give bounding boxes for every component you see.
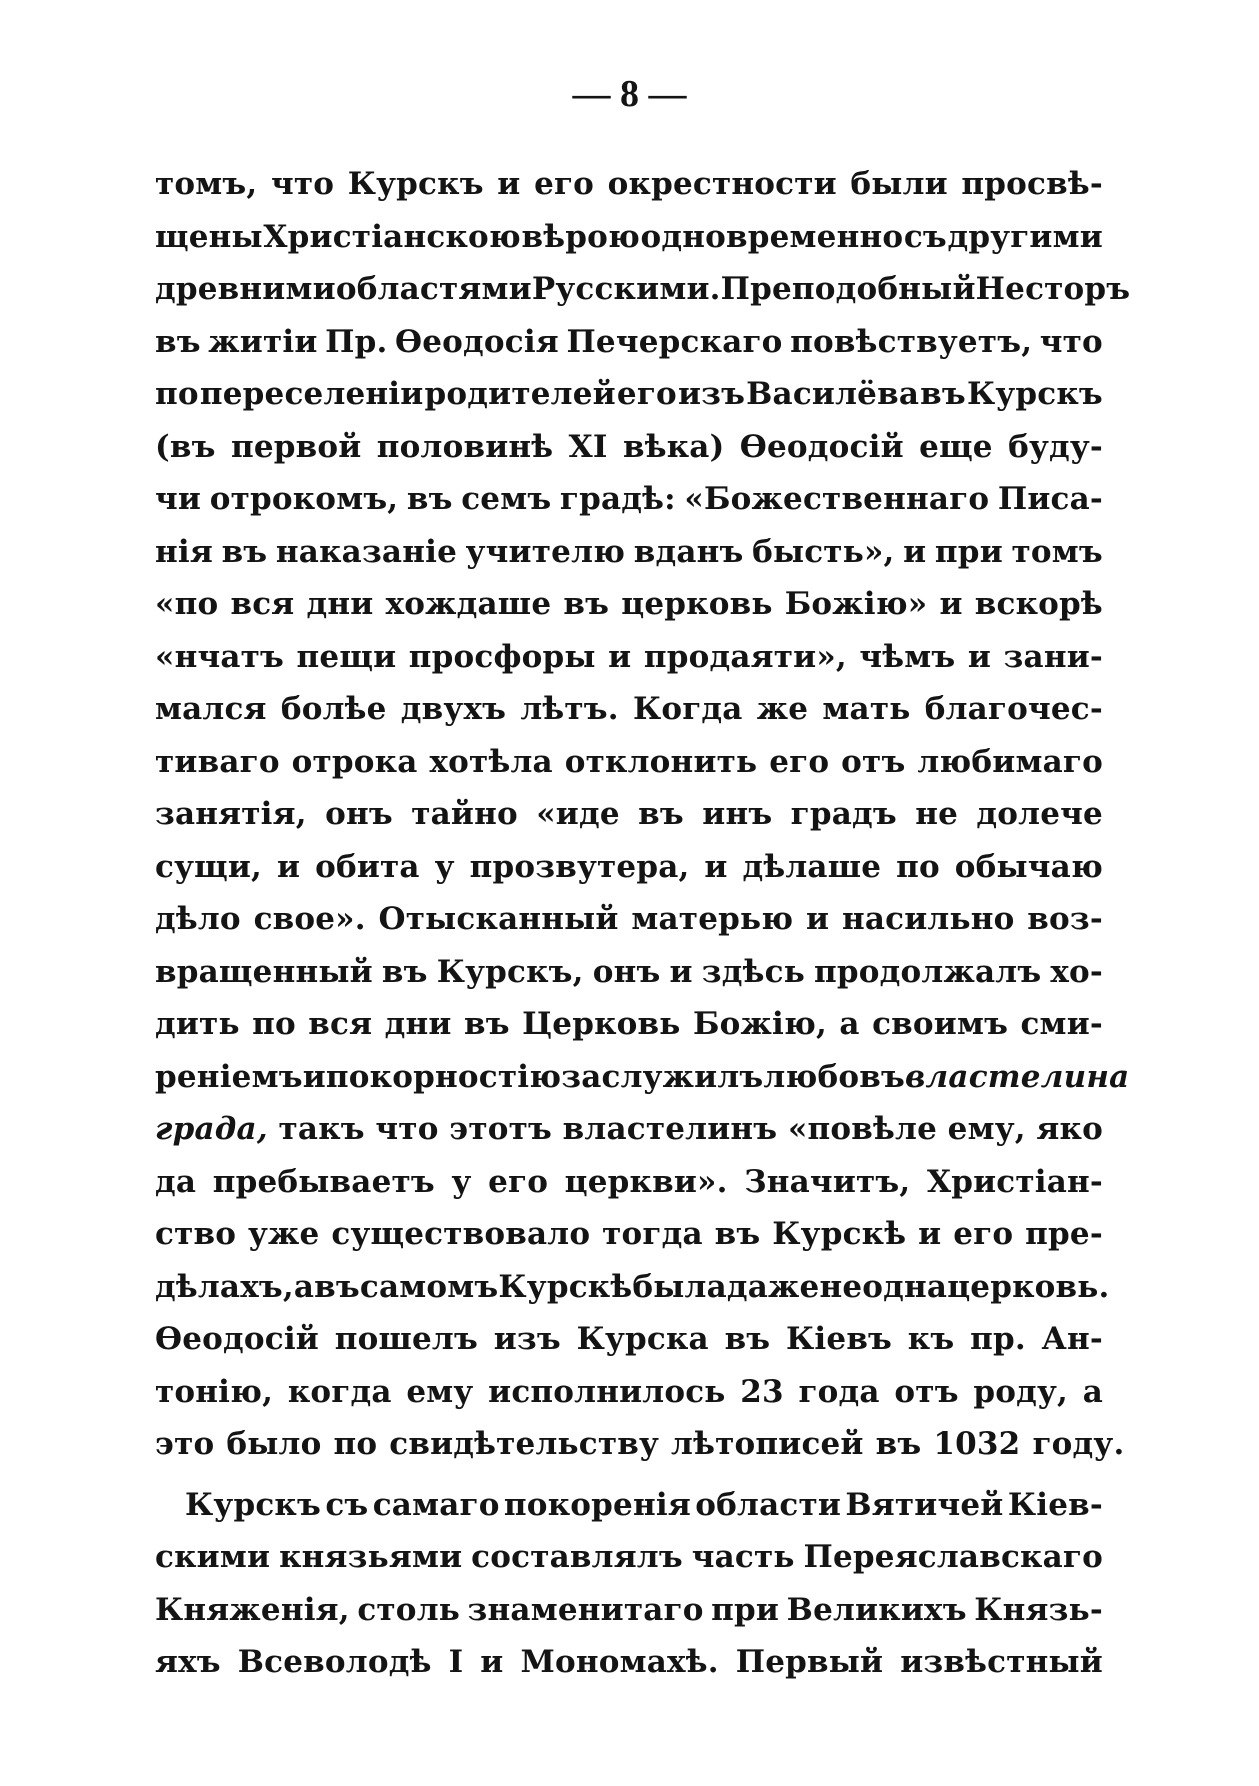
- word: Божію,: [692, 1006, 827, 1042]
- word: (въ: [155, 428, 216, 465]
- text-line: [155, 1051, 1130, 1104]
- word: скими: [155, 1539, 271, 1575]
- word: родителей: [424, 376, 616, 412]
- word: пр.: [970, 1321, 1026, 1357]
- word: занятія,: [155, 796, 307, 832]
- word: любимаго: [917, 743, 1103, 780]
- word: въ: [221, 533, 268, 570]
- word: и: [939, 586, 963, 622]
- text-line: [155, 578, 1103, 631]
- text-line: [155, 1418, 1125, 1471]
- word: Переяславскаго: [803, 1539, 1103, 1575]
- word: Христіанскою: [263, 218, 521, 255]
- word: области: [695, 1486, 842, 1523]
- word: «по: [155, 586, 219, 622]
- word: другими: [947, 218, 1103, 255]
- word: Отысканный: [378, 901, 619, 937]
- word: Церковь: [522, 1006, 681, 1042]
- word: въ: [563, 586, 610, 622]
- word: роду,: [973, 1373, 1069, 1410]
- word: лѣтъ.: [520, 691, 619, 727]
- word: дить: [155, 1006, 240, 1042]
- word: здѣсь: [701, 953, 805, 990]
- word: были: [850, 166, 948, 202]
- word: и: [497, 166, 521, 202]
- word: и: [480, 1644, 504, 1680]
- word: своимъ: [872, 1006, 1009, 1042]
- word: по: [896, 848, 940, 885]
- word: пре-: [1025, 1216, 1103, 1252]
- word: Ѳеодосія: [395, 323, 559, 360]
- word: по: [333, 1426, 378, 1462]
- word: градѣ:: [559, 481, 676, 517]
- word: первой: [230, 428, 362, 465]
- word: Курска: [576, 1321, 709, 1357]
- word: часть: [691, 1539, 795, 1575]
- word: щены: [155, 218, 263, 255]
- word: столь: [357, 1591, 460, 1628]
- word: знаменитаго: [467, 1591, 704, 1628]
- word: его: [616, 376, 677, 412]
- word: его: [534, 166, 595, 202]
- word: уже: [248, 1216, 320, 1252]
- word: а: [293, 1268, 315, 1305]
- word: Курскѣ: [772, 1216, 907, 1252]
- word: одновременно: [640, 218, 904, 255]
- word: тонію,: [155, 1373, 274, 1410]
- page-number: — 8 —: [572, 73, 687, 115]
- word: изъ: [677, 376, 746, 412]
- word: хождаше: [385, 586, 552, 622]
- word: Пр.: [325, 323, 388, 360]
- word: просфоры: [408, 638, 596, 675]
- word: по: [155, 376, 199, 412]
- word: переселеніи: [199, 376, 424, 412]
- text-line: [155, 631, 1103, 684]
- word: его: [488, 1163, 549, 1200]
- word: чѣмъ: [859, 638, 956, 675]
- word: это: [155, 1426, 215, 1462]
- word: было: [226, 1426, 322, 1462]
- text-line: [155, 1103, 1103, 1156]
- word: самомъ: [359, 1268, 499, 1305]
- word: въ: [638, 796, 684, 832]
- text-line: [155, 736, 1103, 789]
- word: реніемъ: [155, 1058, 303, 1095]
- word: «Божественнаго: [684, 481, 990, 517]
- word: Великихъ: [786, 1591, 967, 1628]
- word: пошелъ: [334, 1321, 478, 1357]
- paragraph-1: [155, 158, 1131, 1471]
- text-line: [155, 316, 1103, 369]
- word: 1032: [933, 1426, 1021, 1462]
- word: продаяти»,: [643, 638, 847, 675]
- word: властелина: [904, 1058, 1130, 1095]
- word: покорностію: [325, 1058, 562, 1095]
- word: ство: [155, 1216, 237, 1252]
- word: вѣрою: [521, 218, 640, 255]
- text-line: [155, 1584, 1103, 1637]
- word: сми-: [1020, 1006, 1103, 1042]
- word: Ѳеодосій: [739, 428, 904, 465]
- word: Всеволодѣ: [237, 1644, 432, 1680]
- word: Князь-: [974, 1591, 1103, 1628]
- word: къ: [907, 1321, 955, 1357]
- word: Писа-: [997, 481, 1103, 517]
- word: буду-: [1008, 428, 1103, 465]
- word: съ: [903, 218, 947, 255]
- word: въ: [155, 323, 201, 360]
- word: что: [1039, 323, 1103, 360]
- word: церкви».: [564, 1163, 728, 1200]
- word: въ: [920, 376, 966, 412]
- word: Курскъ: [966, 376, 1103, 412]
- text-line: [155, 998, 1103, 1051]
- word: вся: [230, 586, 295, 622]
- word: его: [953, 1216, 1014, 1252]
- word: свидѣтельству: [389, 1426, 660, 1462]
- word: года: [798, 1373, 880, 1410]
- word: мался: [155, 691, 267, 727]
- text-line: [155, 368, 1103, 421]
- word: насильно: [841, 901, 1015, 937]
- word: Когда: [632, 691, 743, 727]
- text-line: [155, 473, 1103, 526]
- word: свое».: [253, 901, 366, 937]
- word: дѣло: [155, 901, 241, 937]
- text-line: [155, 1313, 1103, 1366]
- word: отклонить: [564, 743, 758, 780]
- text-line: [155, 1208, 1103, 1261]
- word: яко: [1036, 1111, 1103, 1147]
- body-text: [155, 158, 1131, 1689]
- word: году.: [1032, 1426, 1125, 1462]
- word: томъ,: [155, 166, 258, 202]
- text-line: [155, 841, 1103, 894]
- word: тогда: [602, 1216, 703, 1252]
- word: Несторъ: [975, 271, 1131, 307]
- word: Княженія,: [155, 1591, 350, 1628]
- word: ему: [406, 1373, 474, 1410]
- word: чи: [155, 481, 202, 517]
- word: онъ: [592, 953, 661, 990]
- word: ему,: [947, 1111, 1026, 1147]
- word: изъ: [493, 1321, 561, 1357]
- word: мать: [822, 691, 911, 727]
- word: что: [270, 166, 335, 202]
- word: онъ: [325, 796, 393, 832]
- text-line: [155, 1156, 1103, 1209]
- text-line: [155, 946, 1103, 999]
- word: яхъ: [155, 1644, 221, 1680]
- word: половинѣ: [376, 428, 554, 465]
- text-line: [155, 1531, 1103, 1584]
- word: властелинъ: [562, 1111, 778, 1147]
- text-line: [155, 211, 1103, 264]
- word: а: [839, 1006, 860, 1042]
- word: при: [934, 533, 1003, 570]
- word: 23: [740, 1373, 784, 1410]
- word: вращенный: [155, 953, 373, 990]
- word: а: [1082, 1373, 1103, 1410]
- word: бысть»,: [752, 533, 895, 570]
- word: двухъ: [400, 691, 507, 727]
- word: отрока: [291, 743, 418, 780]
- text-line: [155, 526, 1103, 579]
- word: лѣтописей: [671, 1426, 864, 1462]
- word: дни: [384, 1006, 452, 1042]
- word: Мономахѣ.: [520, 1644, 719, 1680]
- word: «нчатъ: [155, 638, 285, 675]
- word: древними: [155, 271, 336, 307]
- word: обита: [315, 848, 420, 885]
- word: матерью: [631, 901, 794, 937]
- word: «повѣле: [787, 1111, 938, 1147]
- word: такъ: [278, 1111, 365, 1147]
- word: тайно: [411, 796, 518, 832]
- word: въ: [875, 1426, 922, 1462]
- word: этотъ: [449, 1111, 553, 1147]
- word: областями: [335, 271, 532, 307]
- word: и: [903, 533, 927, 570]
- word: заслужилъ: [561, 1058, 764, 1095]
- word: и: [918, 1216, 942, 1252]
- word: Первый: [735, 1644, 884, 1680]
- word: что: [375, 1111, 439, 1147]
- word: I: [448, 1644, 464, 1680]
- text-line: [155, 893, 1103, 946]
- word: по: [252, 1006, 296, 1042]
- word: вѣка): [622, 428, 725, 465]
- text-line: [155, 683, 1103, 736]
- word: инъ: [702, 796, 773, 832]
- word: Христіан-: [926, 1163, 1103, 1200]
- word: повѣствуетъ,: [790, 323, 1033, 360]
- word: князьями: [279, 1539, 463, 1575]
- word: благочес-: [924, 691, 1103, 727]
- word: тиваго: [155, 743, 280, 780]
- word: зани-: [1003, 638, 1103, 675]
- word: самаго: [372, 1486, 500, 1523]
- word: была: [632, 1268, 727, 1305]
- word: хотѣла: [429, 743, 553, 780]
- text-line: [155, 1366, 1103, 1419]
- word: наказаніе: [275, 533, 458, 570]
- word: въ: [714, 1216, 761, 1252]
- word: исполнилось: [488, 1373, 726, 1410]
- word: окрестности: [607, 166, 837, 202]
- word: не: [915, 796, 959, 832]
- text-line: [155, 421, 1103, 474]
- word: пребываетъ: [212, 1163, 435, 1200]
- word: въ: [314, 1268, 360, 1305]
- word: Курскѣ: [498, 1268, 633, 1305]
- word: учителю: [465, 533, 626, 570]
- paragraph-2: [155, 1479, 1103, 1689]
- text-line: [155, 158, 1103, 211]
- word: воз-: [1027, 901, 1103, 937]
- word: его: [769, 743, 830, 780]
- word: Курскъ: [185, 1486, 321, 1523]
- word: покоренія: [503, 1486, 691, 1523]
- word: дѣлаше: [742, 848, 882, 885]
- word: Кіевъ: [786, 1321, 893, 1357]
- text-line: [155, 1636, 1103, 1689]
- text-line: [155, 1479, 1103, 1532]
- word: «иде: [536, 796, 620, 832]
- word: града,: [155, 1111, 268, 1147]
- word: отъ: [894, 1373, 959, 1410]
- word: и: [608, 638, 632, 675]
- word: прозвутера,: [469, 848, 690, 885]
- word: въ: [381, 953, 428, 990]
- word: у: [434, 848, 455, 885]
- word: когда: [287, 1373, 392, 1410]
- word: томъ: [1011, 533, 1103, 570]
- word: не: [819, 1268, 863, 1305]
- word: просвѣ-: [961, 166, 1103, 202]
- word: семъ: [461, 481, 552, 517]
- word: и: [302, 1058, 326, 1095]
- word: при: [711, 1591, 780, 1628]
- text-line: [155, 788, 1103, 841]
- word: и: [276, 848, 301, 885]
- text-line: [155, 1261, 1110, 1314]
- word: Божію»: [784, 586, 928, 622]
- word: Ѳеодосій: [155, 1321, 319, 1357]
- word: XI: [568, 428, 608, 465]
- word: Русскими.: [531, 271, 721, 307]
- word: и: [669, 953, 693, 990]
- word: отъ: [841, 743, 906, 780]
- word: любовъ: [763, 1058, 905, 1095]
- word: Курскъ,: [436, 953, 584, 990]
- word: церковь.: [947, 1268, 1110, 1305]
- word: продолжалъ: [814, 953, 1042, 990]
- word: въ: [406, 481, 453, 517]
- word: существовало: [331, 1216, 591, 1252]
- word: дни: [306, 586, 374, 622]
- word: и: [806, 901, 830, 937]
- word: одна: [862, 1268, 948, 1305]
- word: житіи: [208, 323, 318, 360]
- word: да: [155, 1163, 197, 1200]
- word: и: [704, 848, 728, 885]
- word: въ: [463, 1006, 510, 1042]
- word: отрокомъ,: [209, 481, 399, 517]
- word: вданъ: [633, 533, 744, 570]
- word: вся: [308, 1006, 373, 1042]
- word: вскорѣ: [974, 586, 1103, 622]
- word: же: [756, 691, 809, 727]
- word: даже: [726, 1268, 820, 1305]
- word: Преподобный: [720, 271, 976, 307]
- word: сущи,: [155, 848, 263, 885]
- word: Вятичей: [845, 1486, 1004, 1523]
- word: извѣстный: [900, 1644, 1103, 1680]
- word: дѣлахъ,: [155, 1268, 294, 1305]
- word: градъ: [790, 796, 897, 832]
- word: болѣе: [280, 691, 387, 727]
- word: въ: [724, 1321, 771, 1357]
- word: Василёва: [746, 376, 920, 412]
- word: пещи: [296, 638, 397, 675]
- word: Ан-: [1041, 1321, 1103, 1357]
- word: у: [451, 1163, 472, 1200]
- word: долече: [976, 796, 1103, 832]
- word: хо-: [1050, 953, 1103, 990]
- word: Печерскаго: [566, 323, 783, 360]
- word: Значитъ,: [744, 1163, 911, 1200]
- word: обычаю: [954, 848, 1103, 885]
- text-line: [155, 263, 1131, 316]
- word: еще: [919, 428, 993, 465]
- word: нія: [155, 533, 213, 570]
- word: составлялъ: [471, 1539, 683, 1575]
- word: церковь: [621, 586, 773, 622]
- word: Кіев-: [1007, 1486, 1103, 1523]
- word: съ: [325, 1486, 369, 1523]
- word: и: [967, 638, 992, 675]
- word: Курскъ: [347, 166, 484, 202]
